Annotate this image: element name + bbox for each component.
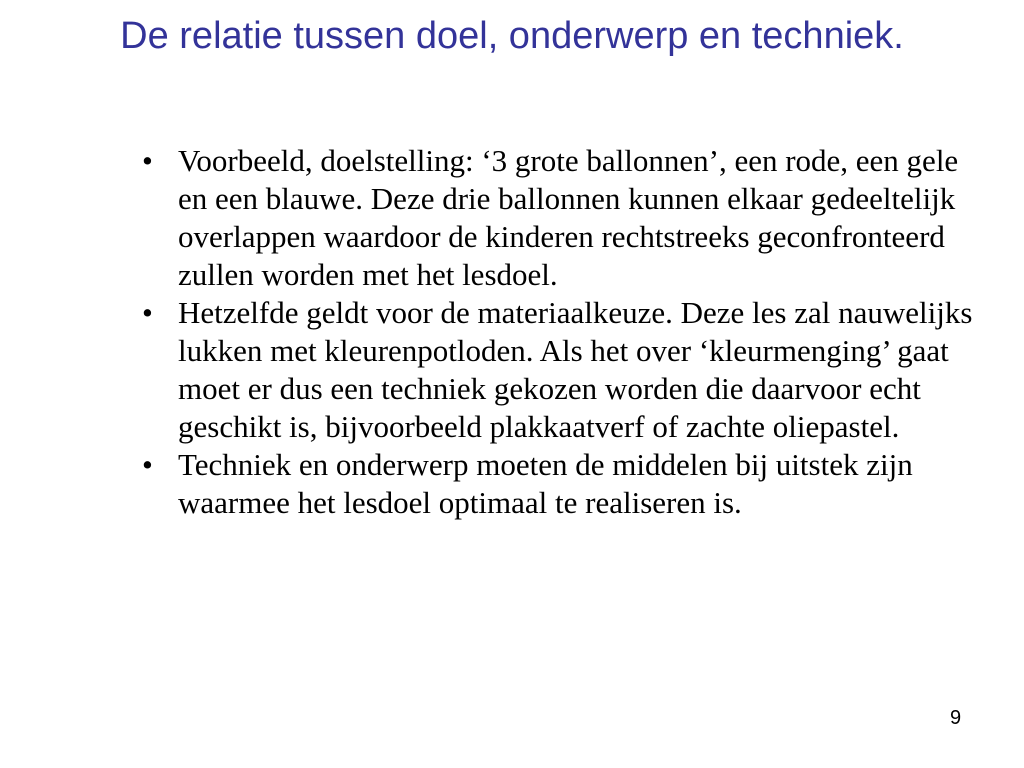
page-number: 9	[950, 707, 962, 729]
bullet-icon: •	[142, 447, 153, 482]
bullet-item-3	[142, 446, 992, 522]
bullet-icon: •	[142, 143, 153, 178]
bullet-list	[142, 142, 992, 522]
bullet-text: Voorbeeld, doelstelling: ‘3 grote ballonnen’, een rode, een gele en een blauwe. Deze drie ballonnen kunnen elkaar gedeeltelijk overlappen waardoor de kinderen rechtstreeks geconfronteerd zullen worden met het lesdoel.	[178, 143, 959, 292]
bullet-text: Hetzelfde geldt voor de materiaalkeuze. Deze les zal nauwelijks lukken met kleurenpotloden. Als het over ‘kleurmenging’ gaat moet er dus een techniek gekozen worden die daarvoor echt geschikt is, bijvoorbeeld plakkaatverf of zachte oliepastel.	[178, 295, 973, 444]
bullet-item-1	[142, 142, 992, 294]
bullet-item-2	[142, 294, 992, 446]
bullet-text: Techniek en onderwerp moeten de middelen bij uitstek zijn waarmee het lesdoel optimaal te realiseren is.	[178, 447, 913, 520]
slide-title: De relatie tussen doel, onderwerp en techniek.	[120, 15, 904, 57]
bullet-icon: •	[142, 295, 153, 330]
